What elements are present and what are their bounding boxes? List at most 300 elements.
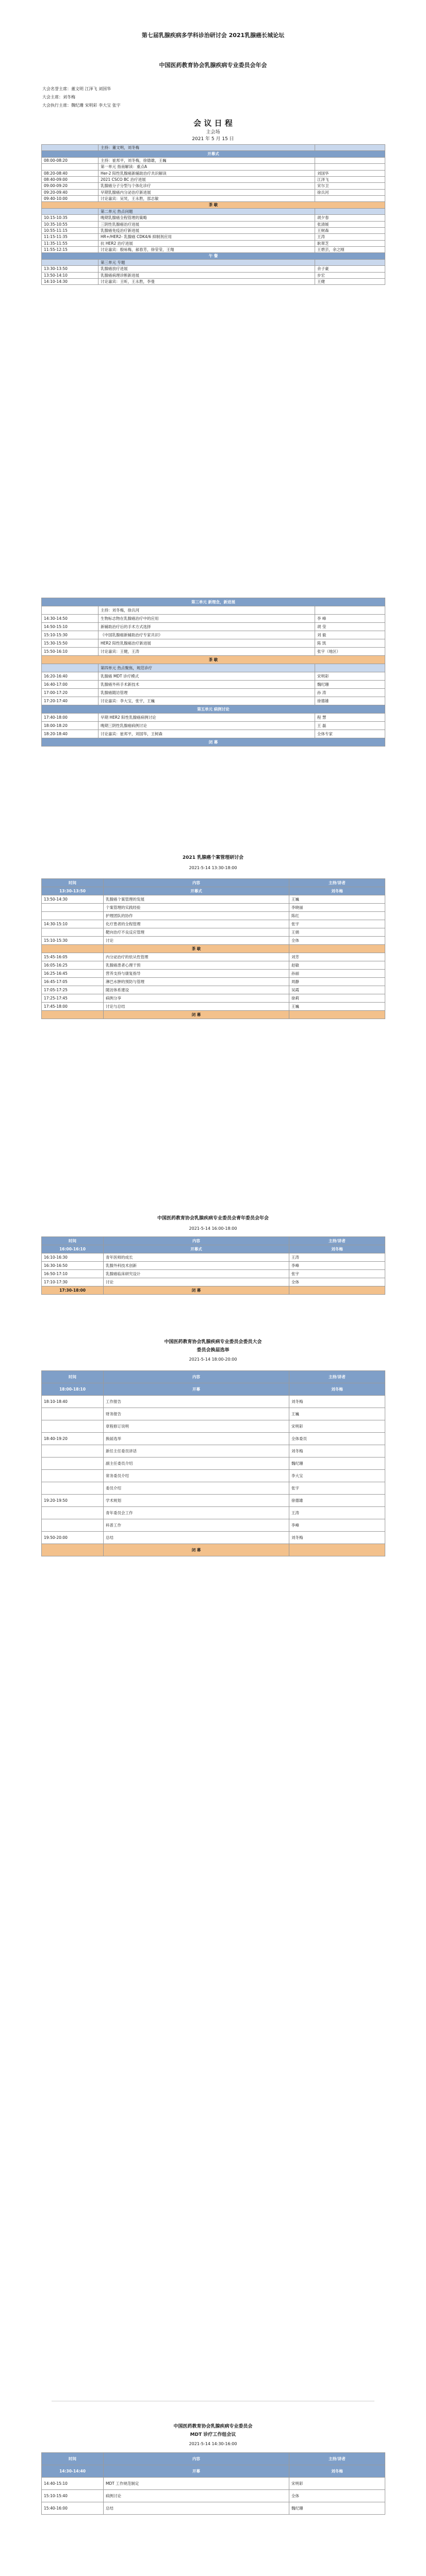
- time-cell: 13:50-14:10: [42, 272, 99, 278]
- schedule-row: [42, 1270, 385, 1278]
- schedule-row: [42, 1470, 385, 1482]
- speaker-cell: 刘冬梅: [289, 2465, 385, 2478]
- time-cell: 19:20-19:50: [42, 1495, 104, 1507]
- time-cell: [42, 1011, 104, 1019]
- time-cell: 第三单元 新理念，新进展: [42, 598, 385, 606]
- time-cell: 17:05-17:25: [42, 986, 104, 994]
- schedule-row: [42, 1495, 385, 1507]
- schedule-row: [42, 2478, 385, 2490]
- schedule-row: [42, 961, 385, 970]
- time-cell: 18:40-19:20: [42, 1433, 104, 1445]
- time-cell: 16:05-16:25: [42, 961, 104, 970]
- time-cell: 19:50-20:00: [42, 1532, 104, 1544]
- speaker-cell: 魏纪珊: [289, 2502, 385, 2515]
- schedule-row: [42, 920, 385, 928]
- schedule-row: [42, 738, 385, 747]
- speaker-cell: 陈红: [289, 912, 385, 920]
- speaker-cell: 王巍: [289, 1408, 385, 1420]
- content-cell: 乳腺癌患者心理干预: [104, 961, 289, 970]
- speaker-cell: 李晓丽: [289, 904, 385, 912]
- time-cell: 15:30-15:50: [42, 639, 99, 648]
- content-cell: 内容: [104, 1237, 289, 1245]
- speaker-cell: [315, 664, 385, 672]
- time-cell: 09:40-10:00: [42, 196, 99, 202]
- content-cell: 开幕: [104, 1383, 289, 1396]
- schedule-row: [42, 151, 385, 157]
- content-cell: 乳腺癌 MDT 诊疗模式: [99, 672, 315, 681]
- schedule-row: [42, 1286, 385, 1295]
- content-cell: 讨论: [104, 937, 289, 945]
- speaker-cell: 主持/讲者: [289, 1237, 385, 1245]
- speaker-cell: 王涛: [289, 1507, 385, 1519]
- content-cell: 内容: [104, 879, 289, 887]
- content-cell: 乳腺癌外科手术新技术: [99, 681, 315, 689]
- speaker-cell: [315, 145, 385, 151]
- time-cell: 13:30-13:50: [42, 887, 104, 895]
- schedule-row: [42, 1245, 385, 1253]
- time-cell: 13:50-14:30: [42, 895, 104, 904]
- schedule-row: [42, 904, 385, 912]
- content-cell: 新任主任委员讲话: [104, 1445, 289, 1458]
- speaker-cell: 王娟: [289, 928, 385, 937]
- time-cell: 16:25-16:45: [42, 970, 104, 978]
- content-cell: 常务委员介绍: [104, 1470, 289, 1482]
- schedule-row: [42, 928, 385, 937]
- speaker-cell: 张宇（地区）: [315, 648, 385, 656]
- time-cell: [42, 1408, 104, 1420]
- time-cell: 16:20-16:40: [42, 672, 99, 681]
- schedule-row: [42, 631, 385, 639]
- time-cell: [42, 664, 99, 672]
- speaker-cell: 刘芳: [289, 953, 385, 961]
- content-cell: 讨论嘉宾：李大宝，张宇，王巍: [99, 697, 315, 705]
- schedule-row: [42, 176, 385, 182]
- time-cell: 17:20-17:40: [42, 697, 99, 705]
- speaker-cell: [315, 196, 385, 202]
- content-cell: 第三单元 专题: [99, 259, 315, 265]
- speaker-cell: 孙丽: [289, 970, 385, 978]
- time-cell: 10:55-11:15: [42, 227, 99, 233]
- speaker-cell: 吴霞: [289, 986, 385, 994]
- schedule-row: [42, 272, 385, 278]
- time-cell: 11:55-12:15: [42, 247, 99, 253]
- speaker-cell: 孙 涛: [315, 689, 385, 697]
- content-cell: 换届选举: [104, 1433, 289, 1445]
- time-cell: [42, 912, 104, 920]
- time-cell: 16:50-17:10: [42, 1270, 104, 1278]
- content-cell: 乳腺癌临床研究设计: [104, 1270, 289, 1278]
- time-cell: 18:00-18:20: [42, 722, 99, 730]
- speaker-cell: [315, 606, 385, 615]
- time-cell: [42, 1420, 104, 1433]
- time-cell: 15:10-15:30: [42, 631, 99, 639]
- content-cell: 讨论: [104, 1278, 289, 1286]
- time-cell: 13:30-13:50: [42, 266, 99, 272]
- header-line1: 第七届乳腺疾病多学科诊治研讨会 2021乳腺癌长城论坛: [141, 32, 285, 39]
- content-cell: 讨论嘉宾：吴炅，王永胜，邵志敏: [99, 196, 315, 202]
- speaker-cell: 魏纪珊: [315, 681, 385, 689]
- content-cell: 营养支持与康复指导: [104, 970, 289, 978]
- content-cell: 早期乳腺癌内分泌治疗新进展: [99, 189, 315, 195]
- content-cell: 乳腺癌分子分型与个体化诊疗: [99, 183, 315, 189]
- schedule-date: 2021 年 5 月 15 日: [192, 137, 234, 142]
- speaker-cell: 刘冬梅: [289, 1396, 385, 1408]
- content-cell: 闭 幕: [104, 1544, 289, 1556]
- schedule-row: [42, 986, 385, 994]
- schedule-row: [42, 994, 385, 1003]
- schedule-row: [42, 2453, 385, 2465]
- content-cell: 淋巴水肿的预防与管理: [104, 978, 289, 986]
- s6-title: 中国医药教育协会乳腺疾病专业委员会: [173, 2424, 253, 2429]
- speaker-cell: 江泽飞: [315, 176, 385, 182]
- schedule-row: [42, 189, 385, 195]
- time-cell: 时间: [42, 2453, 104, 2465]
- schedule-row: [42, 895, 385, 904]
- speaker-cell: 魏纪珊: [289, 1458, 385, 1470]
- speaker-cell: 张宇: [289, 920, 385, 928]
- time-cell: 16:40-17:00: [42, 681, 99, 689]
- time-cell: 17:40-18:00: [42, 714, 99, 722]
- time-cell: 17:45-18:00: [42, 1003, 104, 1011]
- content-cell: 学术规划: [104, 1495, 289, 1507]
- schedule-row: [42, 202, 385, 208]
- schedule-row: [42, 606, 385, 615]
- time-cell: 第五单元 病例讨论: [42, 705, 385, 714]
- content-cell: 讨论嘉宾：王昕，王永胜，李曼: [99, 278, 315, 284]
- content-cell: 乳腺癌个案管理的发展: [104, 895, 289, 904]
- content-cell: 第四单元 热点聚焦，规范诊疗: [99, 664, 315, 672]
- speaker-cell: 周静: [289, 978, 385, 986]
- schedule-row: [42, 978, 385, 986]
- content-cell: 章程修订说明: [104, 1420, 289, 1433]
- schedule-row: [42, 730, 385, 738]
- content-cell: 主持：崔邦平，刘冬梅，徐德雄，王巍: [99, 157, 315, 163]
- speaker-cell: 主持/讲者: [289, 1371, 385, 1383]
- speaker-cell: [289, 1286, 385, 1295]
- time-cell: 16:10-16:30: [42, 1253, 104, 1262]
- speaker-cell: 宋尔卫: [315, 183, 385, 189]
- content-cell: 病例讨论: [104, 2490, 289, 2502]
- speaker-cell: 张宇: [289, 1270, 385, 1278]
- schedule-row: [42, 937, 385, 945]
- time-cell: 时间: [42, 879, 104, 887]
- time-cell: 时间: [42, 1237, 104, 1245]
- speaker-cell: 胡 莹: [315, 623, 385, 631]
- speaker-cell: 徐德雄: [289, 1495, 385, 1507]
- schedule-row: [42, 953, 385, 961]
- speaker-cell: 徐莉: [289, 994, 385, 1003]
- time-cell: 午 餐: [42, 253, 385, 259]
- speaker-cell: 李峰: [289, 1519, 385, 1532]
- speaker-cell: 李大宝: [289, 1470, 385, 1482]
- speaker-cell: 余子豪: [315, 266, 385, 272]
- content-cell: 工作报告: [104, 1396, 289, 1408]
- schedule-row: [42, 722, 385, 730]
- content-cell: 病例分享: [104, 994, 289, 1003]
- time-cell: 闭 幕: [42, 738, 385, 747]
- content-cell: 第一单元 指南解读：重点A: [99, 164, 315, 170]
- time-cell: [42, 606, 99, 615]
- time-cell: 09:00-09:20: [42, 183, 99, 189]
- schedule-row: [42, 664, 385, 672]
- meta-line-1: 大会主席：刘冬梅: [42, 95, 75, 99]
- schedule-row: [42, 2502, 385, 2515]
- time-cell: 15:10-15:40: [42, 2490, 104, 2502]
- time-cell: 14:30-15:10: [42, 920, 104, 928]
- schedule-row: [42, 615, 385, 623]
- speaker-cell: 王巍: [289, 1003, 385, 1011]
- schedule-row: [42, 1278, 385, 1286]
- schedule-row: [42, 1003, 385, 1011]
- s5-date: 2021-5-14 18:00-20:00: [189, 1357, 237, 1362]
- time-cell: 08:00-08:20: [42, 157, 99, 163]
- content-cell: 乳腺癌随访管理: [99, 689, 315, 697]
- content-cell: HR+/HER2- 乳腺癌 CDK4/6 抑制剂应用: [99, 234, 315, 240]
- schedule-row: [42, 157, 385, 163]
- time-cell: 15:50-16:10: [42, 648, 99, 656]
- schedule-row: [42, 215, 385, 221]
- time-cell: 16:30-16:50: [42, 1262, 104, 1270]
- schedule-row: [42, 1253, 385, 1262]
- speaker-cell: 刘冬梅: [289, 1383, 385, 1396]
- speaker-cell: 王碧芸，余之刚: [315, 247, 385, 253]
- speaker-cell: 全体: [289, 1278, 385, 1286]
- schedule-row: [42, 1408, 385, 1420]
- content-cell: Her-2 阳性乳腺癌新辅助治疗共识解读: [99, 170, 315, 176]
- time-cell: 14:30-14:50: [42, 615, 99, 623]
- content-cell: 副主任委员介绍: [104, 1458, 289, 1470]
- time-cell: 17:25-17:45: [42, 994, 104, 1003]
- time-cell: 11:35-11:55: [42, 240, 99, 246]
- speaker-cell: [315, 259, 385, 265]
- schedule-row: [42, 1433, 385, 1445]
- schedule-row: [42, 253, 385, 259]
- time-cell: 10:35-10:55: [42, 221, 99, 227]
- time-cell: 10:15-10:35: [42, 215, 99, 221]
- speaker-cell: 主持/讲者: [289, 879, 385, 887]
- s3-title: 2021 乳腺癌个案管理研讨会: [182, 855, 244, 860]
- content-cell: 生物标志物在乳腺癌治疗中的应用: [99, 615, 315, 623]
- schedule-row: [42, 912, 385, 920]
- content-cell: 讨论嘉宾：崔邦平，刘国华，王树森: [99, 730, 315, 738]
- time-cell: 08:20-08:40: [42, 170, 99, 176]
- content-cell: 茶 歇: [104, 945, 289, 953]
- content-cell: 抗 HER2 治疗进展: [99, 240, 315, 246]
- schedule-row: [42, 145, 385, 151]
- time-cell: [42, 1544, 104, 1556]
- s4-date: 2021-5-14 16:00-18:00: [189, 1226, 237, 1231]
- day2-table: [41, 598, 385, 747]
- time-cell: 11:15-11:35: [42, 234, 99, 240]
- schedule-row: [42, 234, 385, 240]
- time-cell: 14:10-14:30: [42, 278, 99, 284]
- header-line2: 中国医药教育协会乳腺疾病专业委员会年会: [159, 62, 267, 69]
- schedule-title: 会 议 日 程: [193, 118, 233, 128]
- speaker-cell: [289, 1544, 385, 1556]
- schedule-row: [42, 689, 385, 697]
- schedule-row: [42, 681, 385, 689]
- time-cell: 18:00-18:10: [42, 1383, 104, 1396]
- time-cell: 18:20-18:40: [42, 730, 99, 738]
- speaker-cell: 徐德雄: [315, 697, 385, 705]
- speaker-cell: 刘 毅: [315, 631, 385, 639]
- time-cell: 14:40-15:10: [42, 2478, 104, 2490]
- schedule-row: [42, 672, 385, 681]
- time-cell: 16:45-17:05: [42, 978, 104, 986]
- speaker-cell: [315, 157, 385, 163]
- schedule-row: [42, 1445, 385, 1458]
- speaker-cell: 全体专家: [315, 730, 385, 738]
- schedule-venue: 主会场: [206, 130, 220, 135]
- s6-table: [41, 2452, 385, 2515]
- speaker-cell: 王树森: [315, 227, 385, 233]
- speaker-cell: 李 峰: [315, 615, 385, 623]
- meta-line-0: 大会名誉主席：董文明 江泽飞 刘国华: [42, 87, 111, 91]
- content-cell: 早期 HER2 阳性乳腺癌病例讨论: [99, 714, 315, 722]
- time-cell: 15:10-15:30: [42, 937, 104, 945]
- content-cell: 乳腺癌放疗进展: [99, 266, 315, 272]
- s5-subtitle: 委员会换届选举: [196, 1348, 230, 1353]
- content-cell: 个案管理的实践经验: [104, 904, 289, 912]
- schedule-row: [42, 970, 385, 978]
- content-cell: 开幕式: [104, 887, 289, 895]
- s4-title: 中国医药教育协会乳腺疾病专业委员会青年委员会年会: [157, 1216, 269, 1221]
- content-cell: 三阴性乳腺癌治疗进展: [99, 221, 315, 227]
- content-cell: HER2 阳性乳腺癌治疗新进展: [99, 639, 315, 648]
- content-cell: 闭 幕: [104, 1286, 289, 1295]
- schedule-row: [42, 183, 385, 189]
- speaker-cell: 赵敏: [289, 961, 385, 970]
- schedule-row: [42, 164, 385, 170]
- content-cell: 内分泌治疗的依从性管理: [104, 953, 289, 961]
- schedule-row: [42, 1482, 385, 1495]
- schedule-row: [42, 1544, 385, 1556]
- time-cell: [42, 1470, 104, 1482]
- time-cell: 时间: [42, 1371, 104, 1383]
- content-cell: 讨论与总结: [104, 1003, 289, 1011]
- s4-table: [41, 1236, 385, 1295]
- time-cell: 茶 歇: [42, 202, 385, 208]
- time-cell: 14:30-14:40: [42, 2465, 104, 2478]
- speaker-cell: 张清媛: [315, 221, 385, 227]
- time-cell: [42, 904, 104, 912]
- schedule-row: [42, 1420, 385, 1433]
- schedule-row: [42, 639, 385, 648]
- schedule-row: [42, 879, 385, 887]
- content-cell: 青年医师的成长: [104, 1253, 289, 1262]
- content-cell: 《中国乳腺癌新辅助治疗专家共识》: [99, 631, 315, 639]
- speaker-cell: 陈 凯: [315, 639, 385, 648]
- content-cell: 随访体系建设: [104, 986, 289, 994]
- time-cell: 08:40-09:00: [42, 176, 99, 182]
- time-cell: 17:00-17:20: [42, 689, 99, 697]
- content-cell: 内容: [104, 1371, 289, 1383]
- schedule-row: [42, 714, 385, 722]
- schedule-row: [42, 227, 385, 233]
- schedule-row: [42, 1262, 385, 1270]
- time-cell: 14:50-15:10: [42, 623, 99, 631]
- content-cell: 晚期三阴性乳腺癌病例讨论: [99, 722, 315, 730]
- speaker-cell: [289, 945, 385, 953]
- speaker-cell: 宋明彩: [315, 672, 385, 681]
- time-cell: 18:10-18:40: [42, 1396, 104, 1408]
- time-cell: 15:45-16:05: [42, 953, 104, 961]
- schedule-row: [42, 1371, 385, 1383]
- content-cell: 新辅助治疗后的手术方式选择: [99, 623, 315, 631]
- schedule-row: [42, 1532, 385, 1544]
- schedule-row: [42, 1383, 385, 1396]
- schedule-row: [42, 1011, 385, 1019]
- schedule-row: [42, 623, 385, 631]
- speaker-cell: 刘冬梅: [289, 1245, 385, 1253]
- time-cell: [42, 1445, 104, 1458]
- time-cell: [42, 1519, 104, 1532]
- s6-subtitle: MDT 诊疗工作组会议: [190, 2432, 236, 2437]
- schedule-row: [42, 648, 385, 656]
- speaker-cell: 耿翠芝: [315, 240, 385, 246]
- speaker-cell: 宋明彩: [289, 1420, 385, 1433]
- schedule-row: [42, 208, 385, 214]
- schedule-row: [42, 1237, 385, 1245]
- meta-line-2: 大会执行主席：魏纪珊 宋明彩 李大宝 张宇: [42, 103, 121, 108]
- time-cell: 15:40-16:00: [42, 2502, 104, 2515]
- time-cell: 茶 歇: [42, 656, 385, 664]
- speaker-cell: 全体委员: [289, 1433, 385, 1445]
- time-cell: 开幕式: [42, 151, 385, 157]
- schedule-row: [42, 240, 385, 246]
- schedule-row: [42, 2465, 385, 2478]
- speaker-cell: 王涛: [289, 1253, 385, 1262]
- content-cell: 乳腺外科技术创新: [104, 1262, 289, 1270]
- schedule-row: [42, 2490, 385, 2502]
- content-cell: 讨论嘉宾：殷咏梅，郝春芳，徐莹莹，王翔: [99, 247, 315, 253]
- schedule-row: [42, 705, 385, 714]
- content-cell: 靶向治疗不良反应管理: [104, 928, 289, 937]
- schedule-row: [42, 259, 385, 265]
- time-cell: [42, 1482, 104, 1495]
- speaker-cell: 宋明彩: [289, 2478, 385, 2490]
- time-cell: [42, 928, 104, 937]
- schedule-row: [42, 247, 385, 253]
- content-cell: 闭 幕: [104, 1011, 289, 1019]
- content-cell: 晚期乳腺癌全程管理的策略: [99, 215, 315, 221]
- speaker-cell: 程 慧: [315, 714, 385, 722]
- schedule-row: [42, 1458, 385, 1470]
- speaker-cell: 全体: [289, 937, 385, 945]
- day1-table: [41, 144, 385, 285]
- content-cell: 乳腺癌免疫治疗新进展: [99, 227, 315, 233]
- speaker-cell: 张宇: [289, 1482, 385, 1495]
- speaker-cell: 刘冬梅: [289, 887, 385, 895]
- time-cell: 17:10-17:30: [42, 1278, 104, 1286]
- speaker-cell: 王巍: [289, 895, 385, 904]
- speaker-cell: 步宏: [315, 272, 385, 278]
- time-cell: 09:20-09:40: [42, 189, 99, 195]
- content-cell: 总结: [104, 2502, 289, 2515]
- s5-title: 中国医药教育协会乳腺疾病专业委员会委员大会: [164, 1340, 262, 1345]
- speaker-cell: 全体: [289, 2490, 385, 2502]
- time-cell: 16:00-16:10: [42, 1245, 104, 1253]
- schedule-row: [42, 887, 385, 895]
- schedule-row: [42, 1507, 385, 1519]
- content-cell: 讨论嘉宾：王健，王涛: [99, 648, 315, 656]
- time-cell: 17:30-18:00: [42, 1286, 104, 1295]
- schedule-row: [42, 697, 385, 705]
- speaker-cell: 王 磊: [315, 722, 385, 730]
- speaker-cell: 胡夕春: [315, 215, 385, 221]
- s3-date: 2021-5-14 13:30-18:00: [189, 866, 237, 870]
- content-cell: 科普工作: [104, 1519, 289, 1532]
